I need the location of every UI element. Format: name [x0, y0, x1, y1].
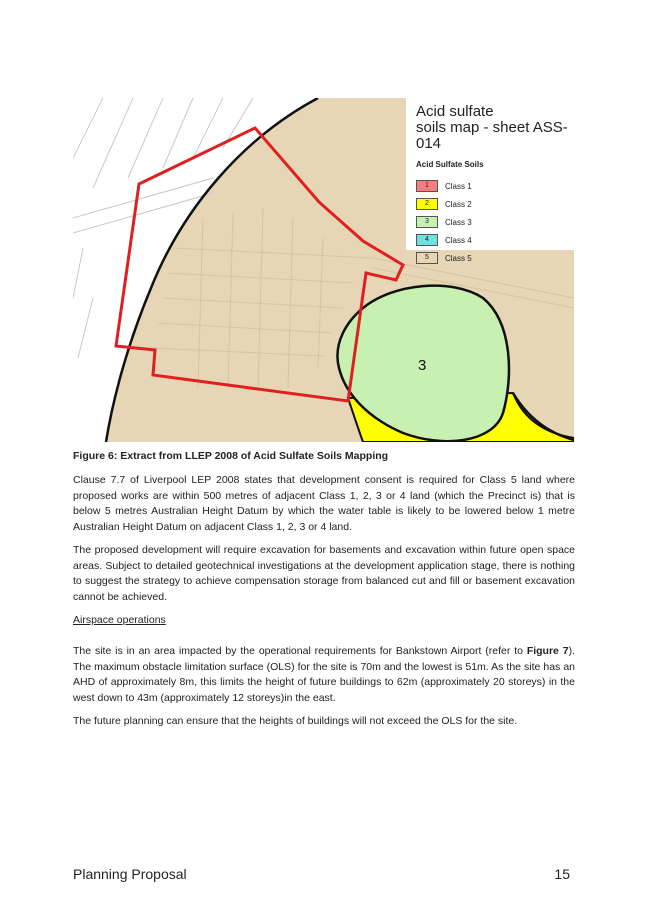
legend-label: Class 1: [445, 181, 472, 191]
legend-label: Class 3: [445, 217, 472, 227]
legend-item: [416, 231, 574, 249]
legend-item: [416, 195, 574, 213]
paragraph-bankstown-airport: [73, 644, 575, 706]
legend-label: Class 4: [445, 235, 472, 245]
legend-title-line2: soils map - sheet ASS-014: [416, 119, 568, 152]
paragraph-clause-7-7: Clause 7.7 of Liverpool LEP 2008 states that development consent is required for Class 5 land where proposed works are within 500 metres of adjacent Class 1, 2, 3 or 4 land (which the Precinct is) that is below 5 metres Australian Height Datum by which the water table is likely to be lowered below 1 metre Australian Height Datum on adjacent Class 1, 2, 3 or 4 land.: [73, 474, 575, 533]
heading-airspace-operations: Airspace operations: [73, 614, 166, 626]
legend-label: Class 2: [445, 199, 472, 209]
zone-label: 3: [418, 357, 427, 374]
legend-swatch: 4: [416, 234, 438, 246]
legend-item: [416, 213, 574, 231]
legend-item: [416, 177, 574, 195]
legend-item: [416, 249, 574, 267]
footer-title: Planning Proposal: [73, 866, 187, 882]
acid-sulfate-soils-map: [73, 98, 574, 442]
legend-subtitle: Acid Sulfate Soils: [416, 160, 484, 169]
figure-caption: Figure 6: Extract from LLEP 2008 of Acid Sulfate Soils Mapping: [73, 450, 389, 462]
figure-7-reference: Figure 7: [526, 645, 569, 657]
paragraph3-part1: The site is in an area impacted by the operational requirements for Bankstown Airport (refer to: [73, 645, 527, 657]
legend-swatch: 5: [416, 252, 438, 264]
legend-title-line1: Acid sulfate: [416, 103, 494, 120]
paragraph3-part2: ). The maximum obstacle limitation surface (OLS) for the site is 70m and the lowest is 51m. As the site has an AHD of approximately 8m, this limits the height of future buildings to 62m (approximately 20 storeys) in the west down to 43m (approximately 12 storeys)in the east.: [73, 645, 576, 704]
legend-rows: [416, 177, 574, 267]
legend-swatch: 2: [416, 198, 438, 210]
map-legend: [406, 98, 574, 263]
legend-label: Class 5: [445, 253, 472, 263]
paragraph-future-planning: The future planning can ensure that the heights of buildings will not exceed the OLS for the site.: [73, 715, 518, 727]
paragraph-excavation: The proposed development will require excavation for basements and excavation within future open space areas. Subject to detailed geotechnical investigations at the development application stage, there is nothing to suggest the strategy to achieve compensation storage from balanced cut and fill or basement excavation cannot be achieved.: [73, 544, 575, 603]
page-number: 15: [554, 866, 570, 882]
legend-swatch: 1: [416, 180, 438, 192]
legend-swatch: 3: [416, 216, 438, 228]
